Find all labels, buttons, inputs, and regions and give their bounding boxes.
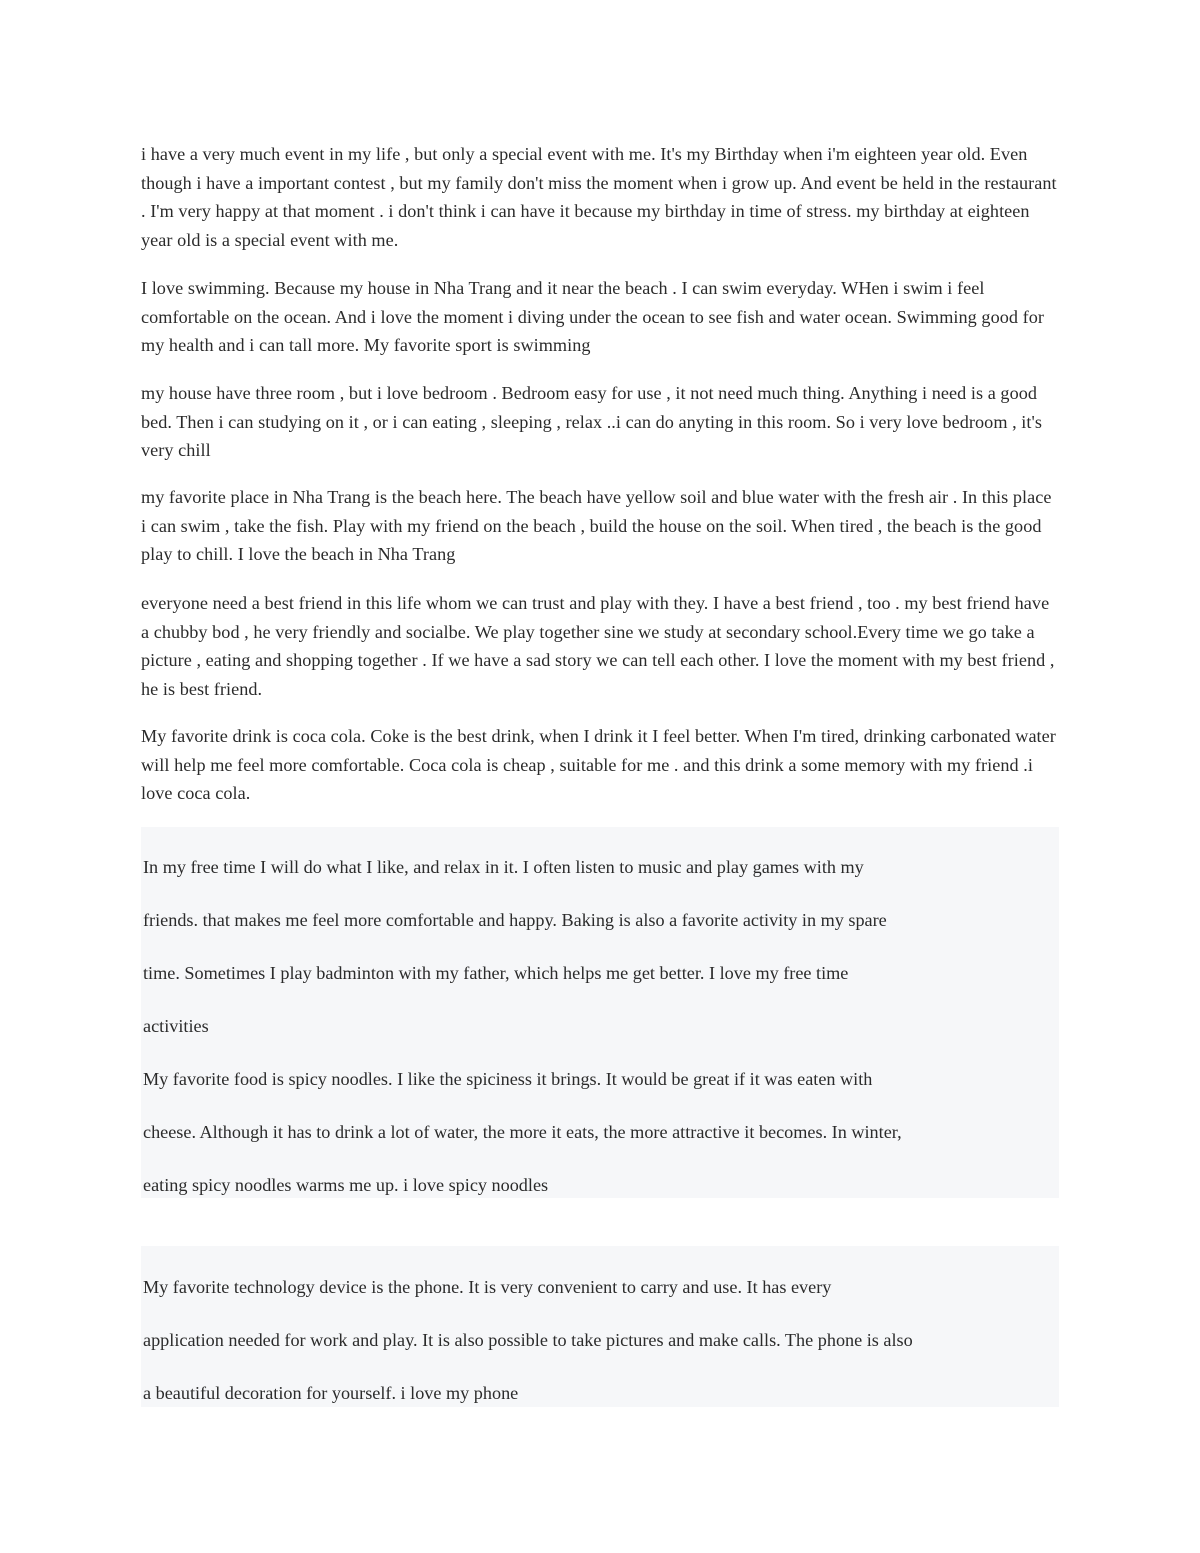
shaded-line: cheese. Although it has to drink a lot of water, the more it eats, the more attractive it becomes. In winter, — [143, 1122, 902, 1142]
shaded-line: eating spicy noodles warms me up. i love spicy noodles — [143, 1175, 549, 1195]
shaded-block-technology — [141, 1246, 1059, 1407]
paragraph-favorite-drink: My favorite drink is coca cola. Coke is the best drink, when I drink it I feel better. When I'm tired, drinking carbonated water will help me feel more comfortable. Coca cola is cheap , suitable for me . and this drink a some memory with my friend .i love coca cola. — [141, 726, 1056, 803]
shaded-line: a beautiful decoration for yourself. i love my phone — [143, 1383, 519, 1403]
shaded-line: In my free time I will do what I like, and relax in it. I often listen to music and play games with my — [143, 857, 864, 877]
paragraph-best-friend: everyone need a best friend in this life whom we can trust and play with they. I have a best friend , too . my best friend have a chubby bod , he very friendly and socialbe. We play together sine we study at secondary school.Every time we go take a picture , eating and shopping together . If we have a sad story we can tell each other. I love the moment with my best friend , he is best friend. — [141, 593, 1055, 699]
shaded-block-free-time-food — [141, 827, 1059, 1198]
shaded-line: application needed for work and play. It is also possible to take pictures and make calls. The phone is also — [143, 1330, 913, 1350]
shaded-line: activities — [143, 1016, 209, 1036]
paragraph-bedroom: my house have three room , but i love bedroom . Bedroom easy for use , it not need much thing. Anything i need is a good bed. Then i can studying on it , or i can eating , sleeping , relax ..i can do anyting in this room. So i very love bedroom , it's very chill — [141, 383, 1042, 460]
paragraph-birthday: i have a very much event in my life , but only a special event with me. It's my Birthday when i'm eighteen year old. Even though i have a important contest , but my family don't miss the moment when i grow up. And event be held in the restaurant . I'm very happy at that moment . i don't think i can have it because my birthday in time of stress. my birthday at eighteen year old is a special event with me. — [141, 144, 1057, 250]
paragraph-swimming: I love swimming. Because my house in Nha Trang and it near the beach . I can swim everyday. WHen i swim i feel comfortable on the ocean. And i love the moment i diving under the ocean to see fish and water ocean. Swimming good for my health and i can tall more. My favorite sport is swimming — [141, 278, 1044, 355]
shaded-line: friends. that makes me feel more comfortable and happy. Baking is also a favorite activity in my spare — [143, 910, 887, 930]
shaded-line: My favorite food is spicy noodles. I like the spiciness it brings. It would be great if it was eaten with — [143, 1069, 873, 1089]
paragraph-favorite-place: my favorite place in Nha Trang is the beach here. The beach have yellow soil and blue water with the fresh air . In this place i can swim , take the fish. Play with my friend on the beach , build the house on the soil. When tired , the beach is the good play to chill. I love the beach in Nha Trang — [141, 487, 1052, 564]
shaded-line: time. Sometimes I play badminton with my father, which helps me get better. I love my free time — [143, 963, 849, 983]
shaded-line: My favorite technology device is the phone. It is very convenient to carry and use. It has every — [143, 1277, 832, 1297]
